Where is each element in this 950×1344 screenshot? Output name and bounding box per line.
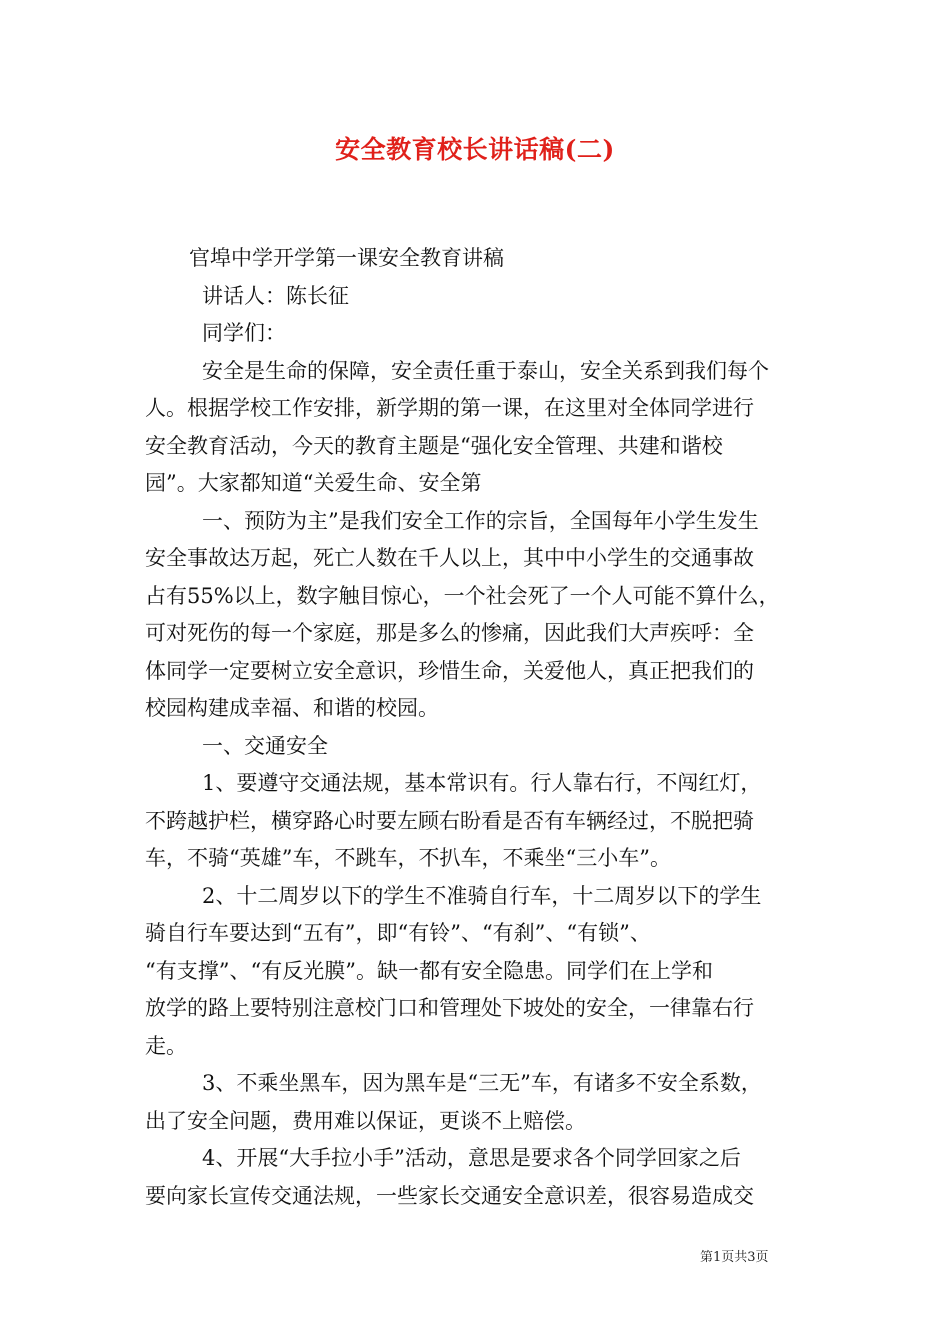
text-line: 一、预防为主”是我们安全工作的宗旨，全国每年小学生发生 — [202, 508, 759, 533]
text-line: 车，不骑“英雄”车，不跳车，不扒车，不乘坐“三小车”。 — [145, 846, 671, 870]
text-line: 讲话人：陈长征 — [202, 283, 349, 308]
text-line: 人。根据学校工作安排，新学期的第一课，在这里对全体同学进行 — [145, 396, 754, 420]
text-line: 骑自行车要达到“五有”，即“有铃”、“有刹”、“有锁”、 — [145, 921, 651, 945]
text-line: 4、开展“大手拉小手”活动，意思是要求各个同学回家之后 — [202, 1146, 741, 1170]
text-line: 校园构建成幸福、和谐的校园。 — [145, 696, 439, 720]
text-line: 园”。大家都知道“关爱生命、安全第 — [145, 471, 482, 495]
document-body — [145, 240, 810, 1215]
text-line: 3、不乘坐黑车，因为黑车是“三无”车，有诸多不安全系数， — [202, 1071, 762, 1095]
text-line: 走。 — [145, 1033, 187, 1058]
text-line: 一、交通安全 — [202, 733, 328, 758]
text-line: 要向家长宣传交通法规，一些家长交通安全意识差，很容易造成交 — [145, 1183, 754, 1208]
text-line: 占有55%以上，数字触目惊心，一个社会死了一个人可能不算什么， — [145, 583, 780, 608]
text-line: 体同学一定要树立安全意识，珍惜生命，关爱他人，真正把我们的 — [145, 658, 754, 683]
text-line: 同学们： — [202, 321, 286, 345]
text-line: 安全教育活动，今天的教育主题是“强化安全管理、共建和谐校 — [145, 433, 723, 458]
text-line: 安全事故达万起，死亡人数在千人以上，其中中小学生的交通事故 — [145, 546, 754, 570]
text-line: 不跨越护栏，横穿路心时要左顾右盼看是否有车辆经过，不脱把骑 — [145, 808, 754, 833]
text-line: 2、十二周岁以下的学生不准骑自行车，十二周岁以下的学生 — [202, 883, 762, 908]
text-line: 放学的路上要特别注意校门口和管理处下坡处的安全，一律靠右行 — [145, 996, 754, 1020]
text-line: “有支撑”、“有反光膜”。缺一都有安全隐患。同学们在上学和 — [145, 958, 713, 983]
page-number: 第1页共3页 — [700, 1250, 769, 1265]
text-line: 出了安全问题，费用难以保证，更谈不上赔偿。 — [145, 1108, 586, 1133]
text-line: 1、要遵守交通法规，基本常识有。行人靠右行，不闯红灯， — [202, 771, 762, 795]
text-line: 官埠中学开学第一课安全教育讲稿 — [189, 246, 504, 270]
page-title: 安全教育校长讲话稿(二) — [335, 135, 615, 164]
text-line: 安全是生命的保障，安全责任重于泰山，安全关系到我们每个 — [202, 358, 769, 383]
text-line: 可对死伤的每一个家庭，那是多么的惨痛，因此我们大声疾呼：全 — [145, 621, 754, 645]
